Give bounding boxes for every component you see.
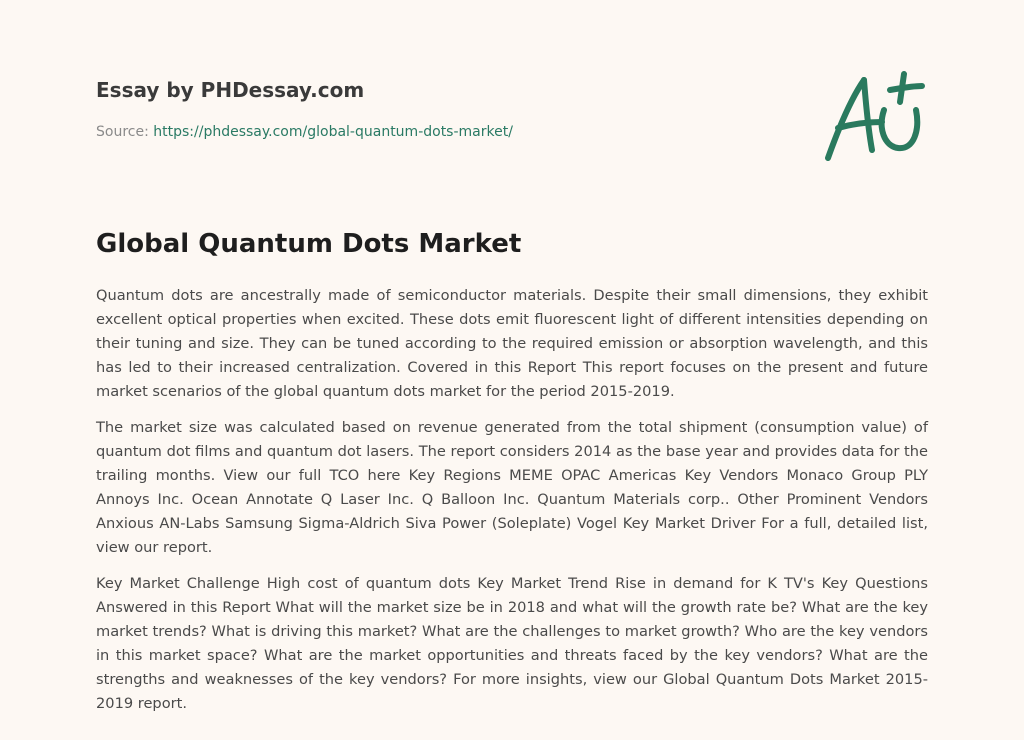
essay-paragraph: The market size was calculated based on revenue generated from the total shipment (consumption value) of quantum dot films and quantum dot lasers. The report considers 2014 as the base year and provides data for the trailing months. View our full TCO here Key Regions MEME OPAC Americas Key Vendors Monaco Group PLY Annoys Inc. Ocean Annotate Q Laser Inc. Q Balloon Inc. Quantum Materials corp.. Other Prominent Vendors Anxious AN-Labs Samsung Sigma-Aldrich Siva Power (Soleplate) Vogel Key Market Driver For a full, detailed list, view our report. bbox=[96, 419, 928, 556]
essay-title: Global Quantum Dots Market bbox=[96, 229, 522, 259]
source-line bbox=[96, 122, 796, 142]
site-brand: Essay by PHDessay.com bbox=[96, 78, 365, 102]
a-plus-logo-icon bbox=[820, 66, 932, 166]
source-label: Source: bbox=[96, 124, 149, 140]
essay-paragraph: Key Market Challenge High cost of quantum dots Key Market Trend Rise in demand for K TV's Key Questions Answered in this Report What will the market size be in 2018 and what will the growth rate be? What are the key market trends? What is driving this market? What are the challenges to market growth? Who are the key vendors in this market space? What are the market opportunities and threats faced by the key vendors? What are the strengths and weaknesses of the key vendors? For more insights, view our Global Quantum Dots Market 2015-2019 report. bbox=[96, 575, 928, 712]
essay-paragraph: Quantum dots are ancestrally made of semiconductor materials. Despite their small dimensions, they exhibit excellent optical properties when excited. These dots emit fluorescent light of different intensities depending on their tuning and size. They can be tuned according to the required emission or absorption wavelength, and this has led to their increased centralization. Covered in this Report This report focuses on the present and future market scenarios of the global quantum dots market for the period 2015-2019. bbox=[96, 287, 928, 400]
source-link[interactable]: https://phdessay.com/global-quantum-dots-market/ bbox=[153, 124, 513, 140]
essay-body bbox=[96, 284, 928, 728]
essay-header bbox=[96, 76, 796, 142]
